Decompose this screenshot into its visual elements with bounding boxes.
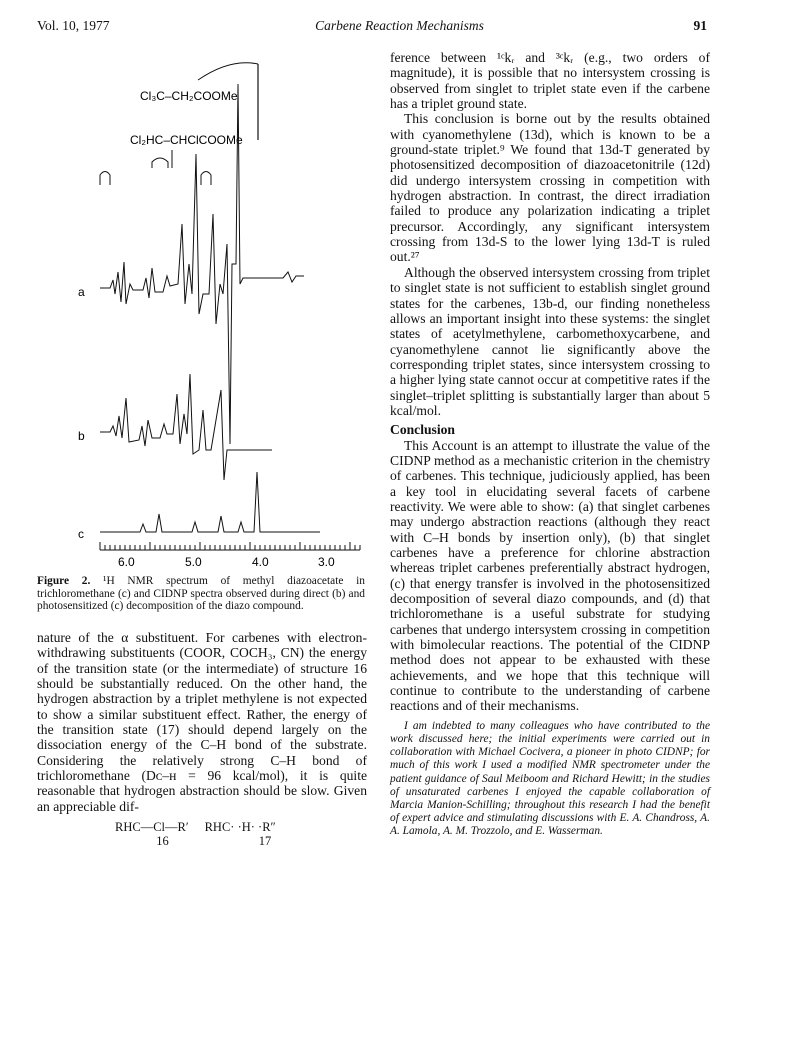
structure-16-formula: RHC—Cl—R′	[115, 820, 189, 834]
body-paragraph: Although the observed intersystem crossing from triplet to singlet state is not sufficient to establish singlet ground states for the carbenes, 13b-d, our finding nonetheless allows an important insight into these systems: the singlet states of acetylmethylene, carbomethoxycarbene, and cyanomethylene cannot lie significantly above the corresponding triplet states, since intersystem crossing to a higher lying state cannot occur at competitive rates if the singlet–triplet splitting is substantially larger than about 5 kcal/mol.	[390, 264, 710, 418]
header-volume: Vol. 10, 1977	[37, 18, 110, 33]
acknowledgment-paragraph: I am indebted to many colleagues who have contributed to the work discussed here; the initial experiments were carried out in collaboration with Michael Cocivera, a pioneer in photo CIDNP; for much of this work I used a modified NMR spectrometer under the patient guidance of Saul Meiboom and Richard Hewitt; in the studies of unsaturated carbenes I enjoyed the capable collaboration of Marcia Manion-Schilling; throughout this research I had the benefit of expert advice and stimulating discussions with E. A. Chandross, A. A. Lamola, A. M. Trozzolo, and E. Wasserman.	[390, 719, 710, 838]
section-heading-conclusion: Conclusion	[390, 422, 455, 438]
trace-label-b: b	[78, 429, 85, 443]
left-column	[37, 630, 367, 814]
trace-label-a: a	[78, 285, 85, 299]
trace-b	[100, 374, 272, 480]
assignment-arrow	[198, 63, 258, 80]
structure-16-label: 16	[156, 834, 169, 848]
tick-label-5: 5.0	[185, 555, 202, 569]
structure-17-formula: RHC· ·H· ·R″	[204, 820, 276, 834]
structures-16-17	[115, 820, 335, 848]
tick-label-3: 3.0	[318, 555, 335, 569]
multiplet-mark	[152, 158, 168, 168]
caption-text: ¹H NMR spectrum of methyl diazoacetate in trichloromethane (c) and CIDNP spectra observed during direct (b) and photosensitized (c) decomposition of the diazo compound.	[37, 575, 365, 613]
header-page-number: 91	[693, 18, 707, 33]
tick-label-4: 4.0	[252, 555, 269, 569]
ppm-ticks	[100, 542, 360, 550]
multiplet-mark	[100, 172, 110, 186]
header-journal-section: Carbene Reaction Mechanisms	[315, 18, 484, 33]
nmr-spectra-svg	[60, 50, 370, 570]
body-paragraph: nature of the α substituent. For carbenes with electron-withdrawing substituents (COOR, COCH₃, CN) the energy of the transition state (or the intermediate) of structure 16 should be substantially reduced. On the other hand, the hydrogen abstraction by a triplet methylene is not expected to show a similar substituent effect. Rather, the energy of the transition state (17) should depend largely on the dissociation energy of the C–H bond of the substrate. Considering the relatively strong C–H bond of trichloromethane (Dᴄ–ʜ = 96 kcal/mol), it is quite reasonable that hydrogen abstraction should be slow. Given an appreciable dif-	[37, 630, 367, 814]
figure-label-top: Cl₃C–CH₂COOMe	[140, 89, 238, 103]
conclusion-paragraph: This Account is an attempt to illustrate the value of the CIDNP method as a mechanistic criterion in the chemistry of carbenes. This technique, judiciously applied, has been a key tool in elucidating several facets of carbene reactivity. We were able to show: (a) that singlet carbenes may undergo abstraction reactions (although they react with C–H bonds by insertion only), (b) that singlet carbenes have a preference for chlorine abstraction whereas triplet carbenes preferentially abstract hydrogen, (c) that energy transfer is involved in the photosensitized decomposition of several diazo compounds, and (d) that trichloromethane is a useful substrate for studying carbenes that undergo intersystem crossing in competition with bimolecular reactions. The potential of the CIDNP method does not appear to be exhausted with these achievements, and we hope that this technique will continue to contribute to the understanding of carbene reactions and of their mechanisms.	[390, 437, 710, 714]
tick-label-6: 6.0	[118, 555, 135, 569]
right-column	[390, 50, 710, 839]
caption-label: Figure 2.	[37, 575, 91, 587]
structure-17-label: 17	[258, 834, 272, 848]
body-paragraph: This conclusion is borne out by the results obtained with cyanomethylene (13d), which is known to be a ground-state triplet.⁹ We found that 13d-T generated by photosensitized decomposition of diazoacetonitrile (12d) did undergo intersystem crossing in competition with hydrogen abstraction. In contrast, the direct irradiation failed to produce any polarization indicating a triplet precursor. Accordingly, any significant intersystem crossing from 13d-S to the lower lying 13d-T is ruled out.²⁷	[390, 111, 710, 265]
trace-c	[100, 472, 320, 532]
body-paragraph: ference between ¹ᶜkᵣ and ³ᶜkᵣ (e.g., two orders of magnitude), it is possible that no intersystem crossing is observed from singlet to triplet state even if the carbene has a triplet ground state.	[390, 50, 710, 112]
trace-label-c: c	[78, 527, 84, 541]
nmr-figure	[60, 50, 370, 570]
figure-caption	[37, 575, 365, 613]
figure-label-mid: Cl₂HC–CHClCOOMe	[130, 133, 243, 147]
multiplet-mark	[201, 172, 211, 186]
